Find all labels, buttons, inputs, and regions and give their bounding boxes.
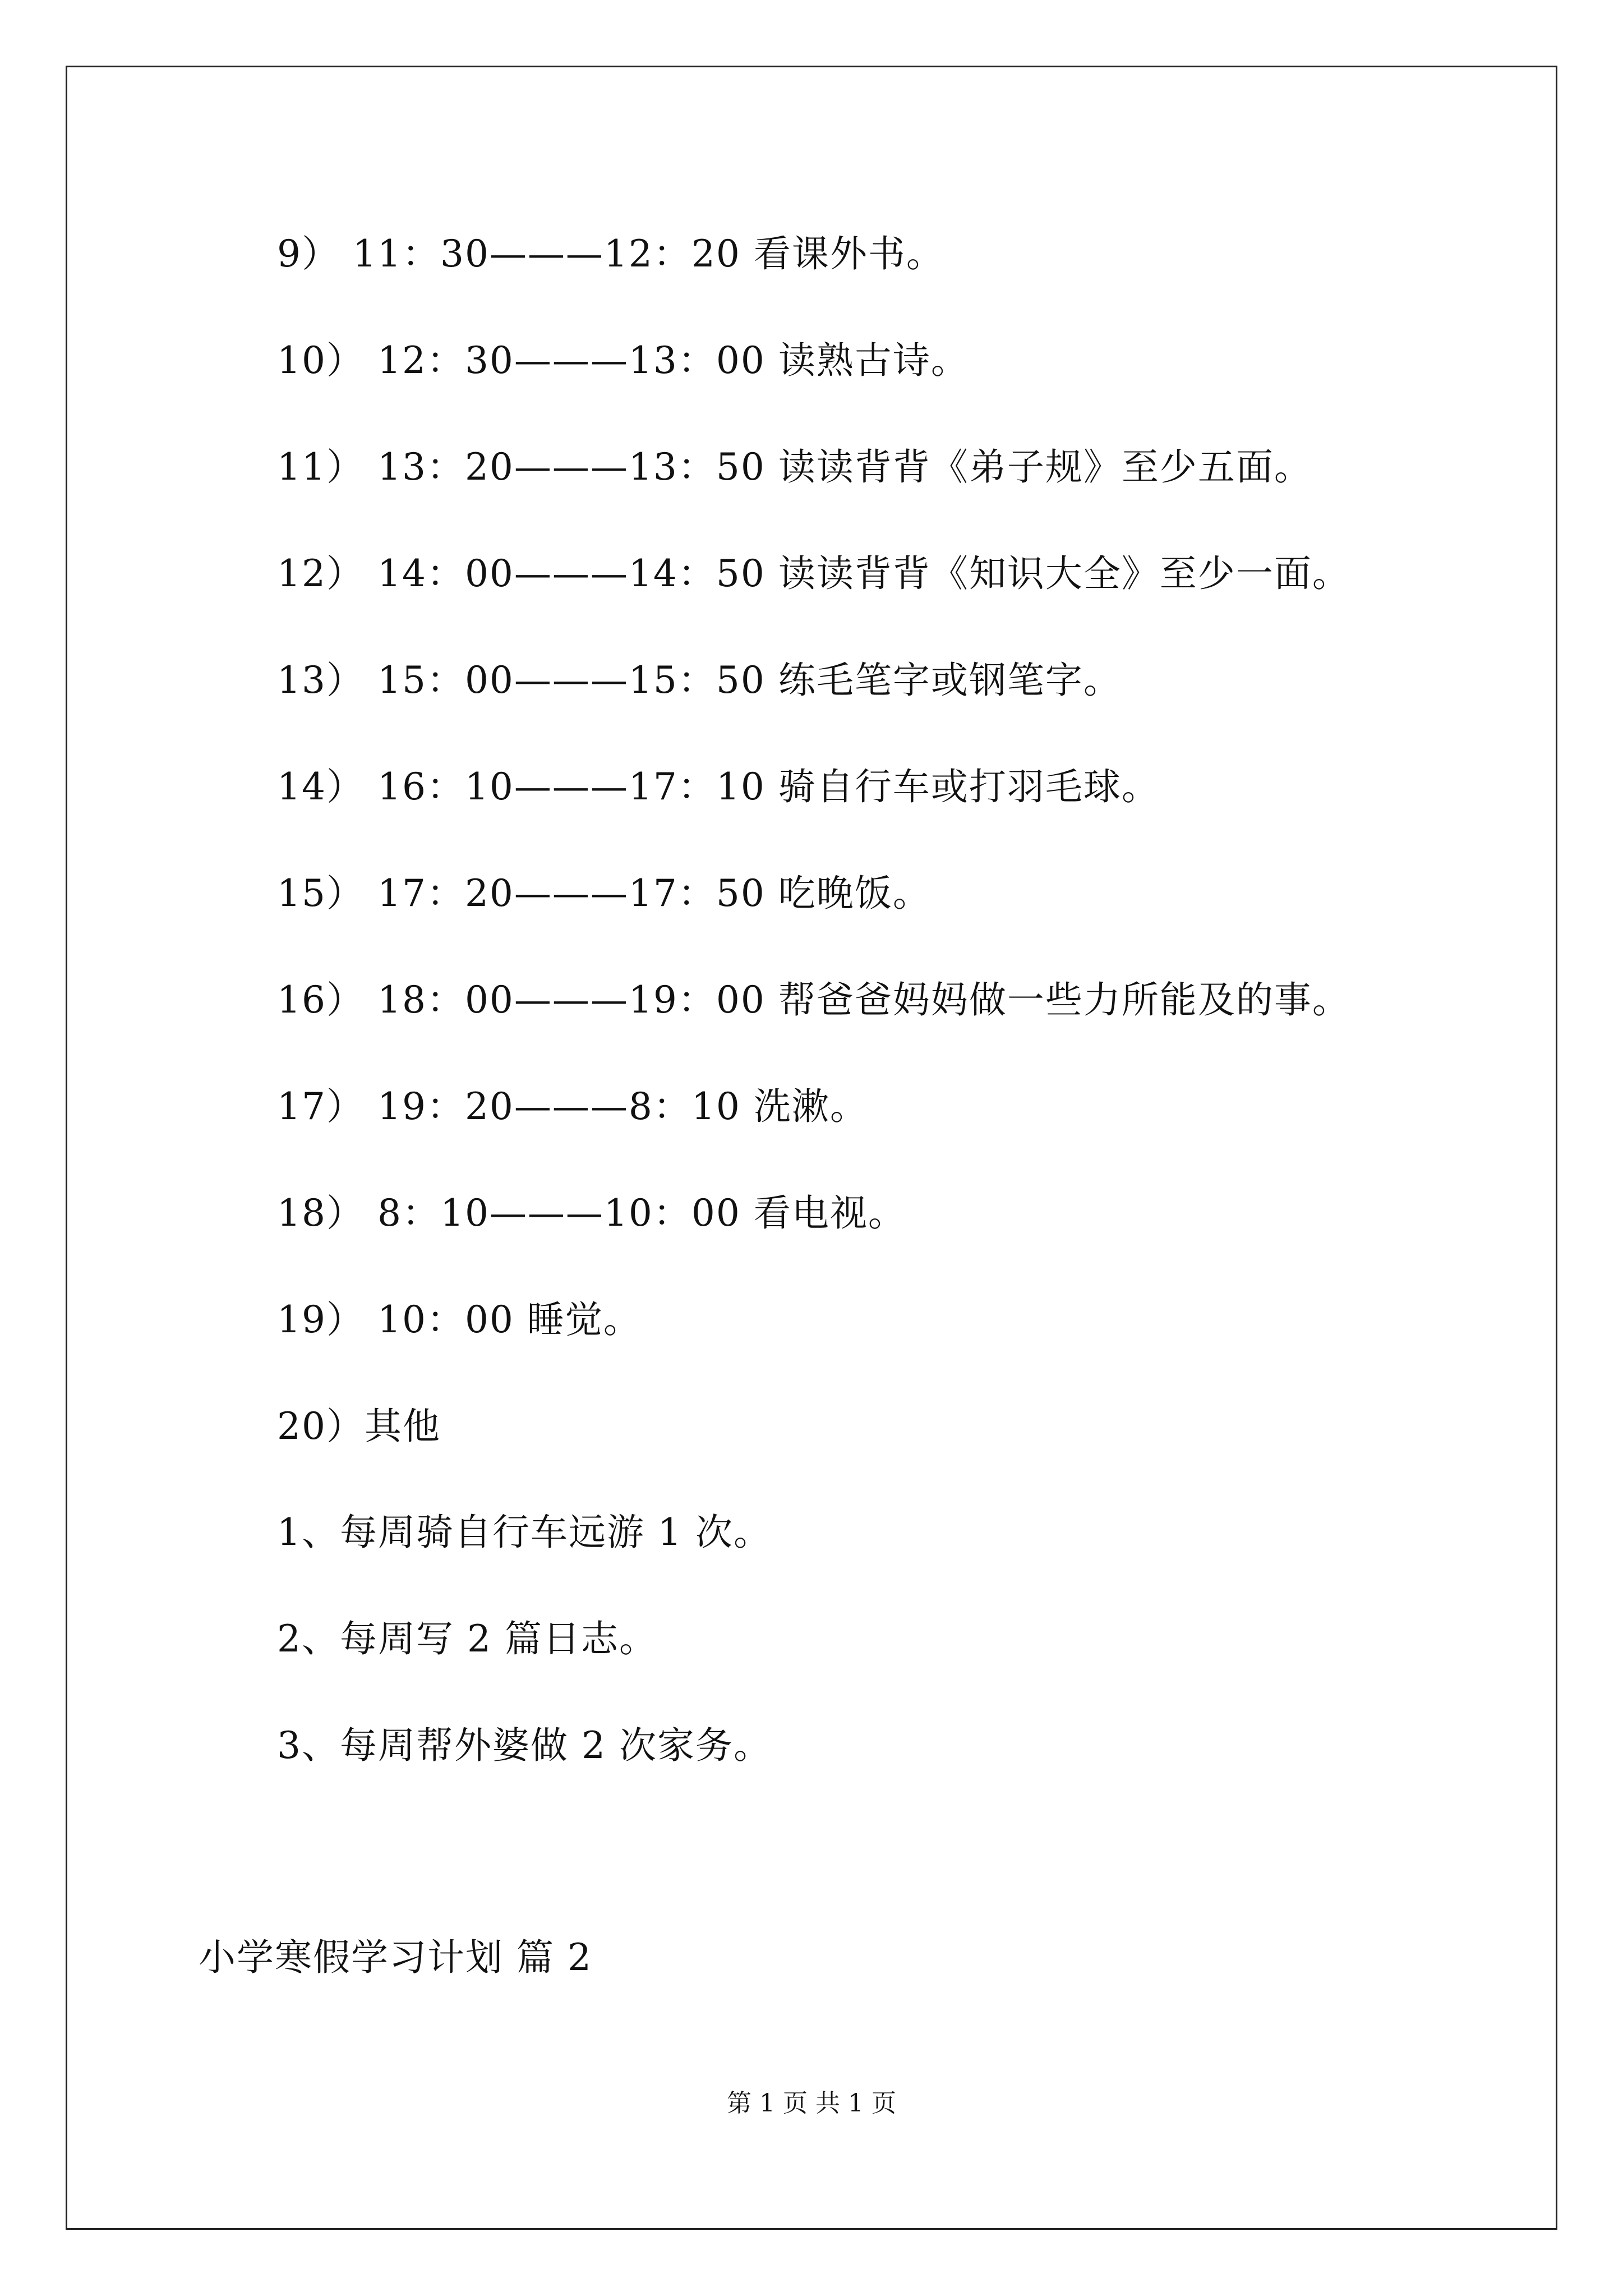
schedule-item: 13） 15：00———15：50 练毛笔字或钢笔字。 bbox=[277, 659, 1122, 702]
schedule-item: 11） 13：20———13：50 读读背背《弟子规》至少五面。 bbox=[277, 445, 1312, 489]
schedule-list bbox=[277, 227, 1350, 1506]
schedule-item: 20）其他 bbox=[277, 1405, 441, 1448]
extras-list bbox=[277, 1506, 772, 1825]
schedule-item: 9） 11：30———12：20 看课外书。 bbox=[277, 232, 944, 275]
schedule-item: 17） 19：20———8：10 洗漱。 bbox=[277, 1085, 868, 1128]
schedule-item: 18） 8：10———10：00 看电视。 bbox=[277, 1191, 906, 1235]
schedule-item: 19） 10：00 睡觉。 bbox=[277, 1298, 642, 1341]
schedule-item: 12） 14：00———14：50 读读背背《知识大全》至少一面。 bbox=[277, 552, 1350, 595]
extras-item: 3、每周帮外婆做 2 次家务。 bbox=[277, 1724, 772, 1767]
section-heading: 小学寒假学习计划 篇 2 bbox=[199, 1936, 592, 1979]
schedule-item: 16） 18：00———19：00 帮爸爸妈妈做一些力所能及的事。 bbox=[277, 978, 1350, 1022]
schedule-item: 10） 12：30———13：00 读熟古诗。 bbox=[277, 339, 969, 382]
schedule-item: 15） 17：20———17：50 吃晚饭。 bbox=[277, 872, 931, 915]
page-number-footer: 第 1 页 共 1 页 bbox=[727, 2089, 896, 2118]
extras-item: 2、每周写 2 篇日志。 bbox=[277, 1617, 657, 1660]
extras-item: 1、每周骑自行车远游 1 次。 bbox=[277, 1511, 772, 1554]
schedule-item: 14） 16：10———17：10 骑自行车或打羽毛球。 bbox=[277, 765, 1160, 808]
